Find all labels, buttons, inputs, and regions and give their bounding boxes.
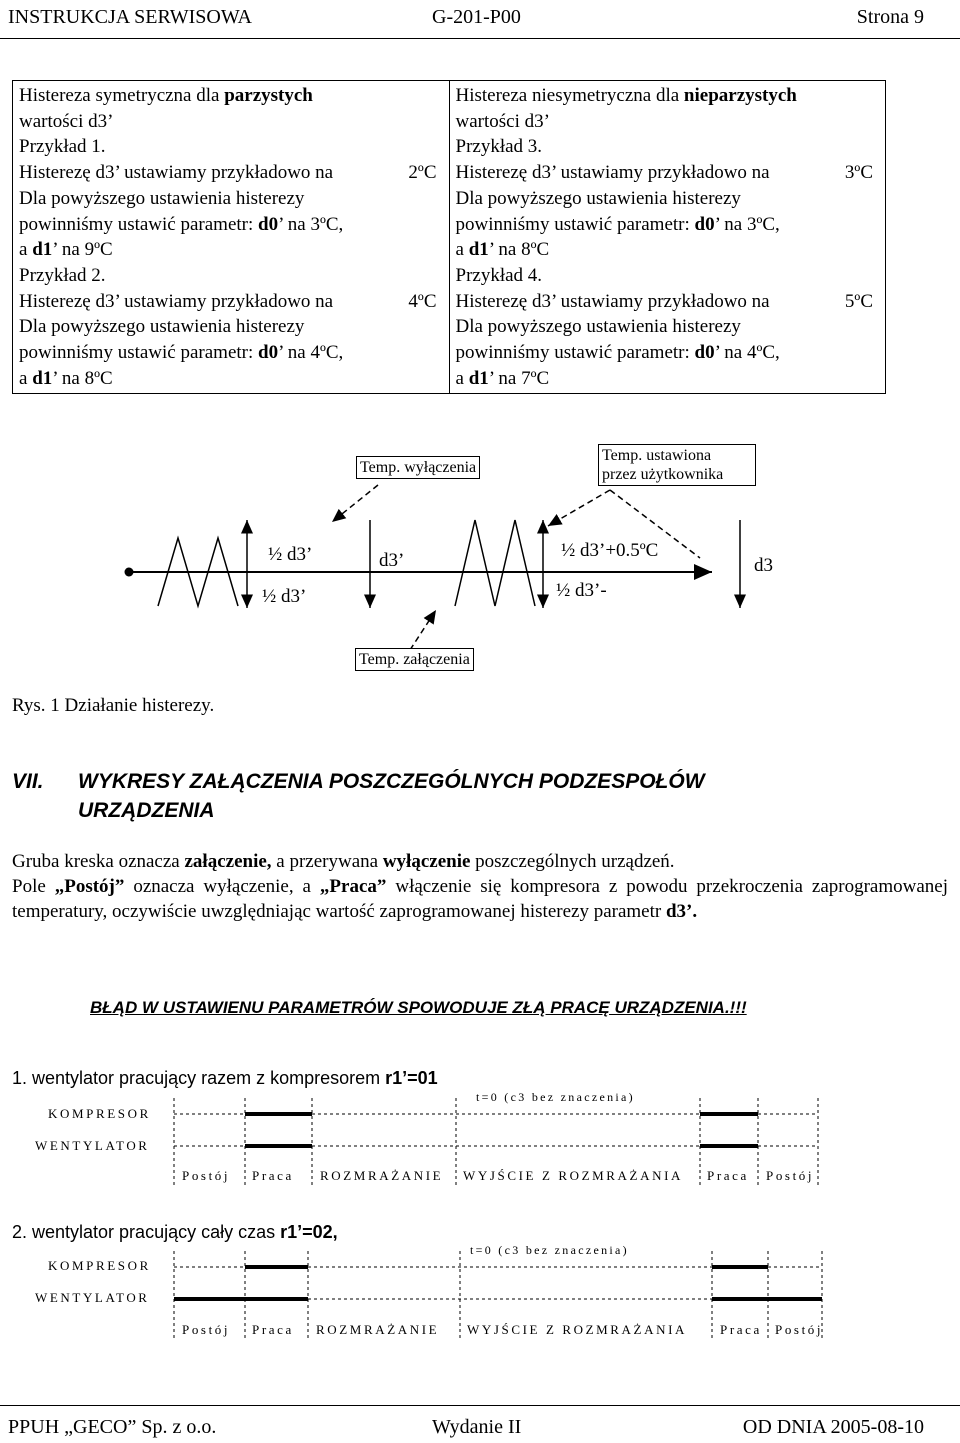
example-line: ’ na 4ºC, [278, 342, 344, 364]
d3-right-label: d3 [754, 555, 773, 576]
cell-title-2: wartości d3’ [19, 110, 114, 132]
example-line: ’ na 4ºC, [714, 342, 780, 364]
example-value: 3ºC [844, 162, 873, 184]
section-number: VII. [12, 770, 44, 793]
example-line: ’ na 3ºC, [278, 213, 344, 235]
paragraph-legend [12, 849, 948, 874]
text-bold: „Praca” [319, 876, 387, 897]
text: a przerywana [271, 851, 383, 872]
timing-2-title [12, 1222, 338, 1243]
timing-2-row-fan: WENTYLATOR [35, 1290, 150, 1305]
error-warning: BŁĄD W USTAWIENU PARAMETRÓW SPOWODUJE ZŁĄ PRACĘ URZĄDZENIA.!!! [90, 998, 747, 1017]
header-page-number: Strona 9 [856, 6, 924, 28]
example-line: powinniśmy ustawić parametr: [455, 342, 695, 364]
example-line: Histerezę d3’ ustawiamy przykładowo na [455, 162, 770, 184]
param-d1: d1 [32, 239, 53, 261]
text: włączenie się kompresora z powodu przekroczenia zaprogramowanej temperatury, oczywiście uwzględniając wartość zaprogramowanej histerezy parametr [12, 876, 948, 922]
axis-origin-dot [125, 568, 134, 577]
example-line: Dla powyższego ustawienia histerezy [19, 187, 305, 209]
timing-2-note: t=0 (c3 bez znaczenia) [470, 1243, 629, 1257]
example-line: ’ na 7ºC [488, 367, 550, 389]
timing-2-phase: WYJŚCIE Z ROZMRAŻANIA [467, 1322, 687, 1337]
timing-1-phase: Praca [252, 1168, 294, 1183]
timing-2-phase: Postój [775, 1322, 824, 1337]
example-label: Przykład 4. [455, 264, 543, 286]
d3-mid-label: d3’ [379, 550, 405, 571]
half-d3-top-label: ½ d3’ [268, 544, 313, 565]
timing-1-row-fan: WENTYLATOR [35, 1138, 150, 1153]
half-d3-minus-label: ½ d3’- [556, 580, 607, 601]
timing-1-note: t=0 (c3 bez znaczenia) [476, 1090, 635, 1104]
example-value: 5ºC [844, 290, 873, 312]
param-d1: d1 [32, 367, 53, 389]
example-line: ’ na 3ºC, [714, 213, 780, 235]
temp-off-label: Temp. wyłączenia [356, 456, 480, 479]
text: poszczególnych urządzeń. [470, 851, 675, 872]
cell-title-bold: nieparzystych [683, 85, 797, 106]
example-line: Dla powyższego ustawienia histerezy [19, 316, 305, 338]
timing-2-phase: ROZMRAŻANIE [316, 1322, 440, 1337]
timing-2-phase: Postój [182, 1322, 231, 1337]
section-title-line-1: WYKRESY ZAŁĄCZENIA POSZCZEGÓLNYCH PODZESPOŁÓW [78, 770, 705, 793]
text-bold: r1’=01 [385, 1068, 438, 1088]
example-value: 4ºC [408, 290, 437, 312]
asymmetric-hysteresis-cell [449, 81, 886, 394]
section-title-line-2: URZĄDZENIA [78, 799, 215, 822]
text-bold: wyłączenie [382, 851, 471, 872]
example-line: powinniśmy ustawić parametr: [19, 342, 259, 364]
example-line: Dla powyższego ustawienia histerezy [455, 316, 741, 338]
text-bold: „Postój” [54, 876, 125, 897]
example-line: Histerezę d3’ ustawiamy przykładowo na [19, 162, 334, 184]
timing-1-phase: Praca [707, 1168, 749, 1183]
timing-2-row-compressor: KOMPRESOR [48, 1258, 151, 1273]
param-d0: d0 [694, 213, 715, 235]
timing-1-phase: Postój [182, 1168, 231, 1183]
example-line: ’ na 9ºC [52, 239, 113, 261]
example-line: Histerezę d3’ ustawiamy przykładowo na [455, 290, 770, 312]
example-line: a [455, 239, 469, 261]
page-footer [0, 1405, 960, 1443]
timing-1-row-compressor: KOMPRESOR [48, 1106, 151, 1121]
timing-1-title [12, 1068, 438, 1089]
temp-set-line-1: Temp. ustawiona [602, 447, 712, 464]
temp-set-leader-1 [548, 490, 610, 526]
example-line: a [19, 367, 33, 389]
footer-date: OD DNIA 2005-08-10 [742, 1416, 924, 1438]
text: Pole [12, 876, 55, 897]
param-d1: d1 [468, 367, 489, 389]
zigzag-right [455, 520, 535, 606]
text-bold: d3’. [665, 901, 698, 922]
param-d0: d0 [258, 213, 279, 235]
figure-caption: Rys. 1 Działanie histerezy. [12, 695, 215, 716]
text: 1. wentylator pracujący razem z kompresorem [12, 1068, 386, 1088]
timing-2-phase: Praca [720, 1322, 762, 1337]
example-value: 2ºC [408, 162, 437, 184]
temp-set-label [598, 444, 756, 486]
temp-set-line-2: przez użytkownika [602, 466, 724, 483]
text-bold: r1’=02, [280, 1222, 338, 1242]
example-label: Przykład 2. [19, 264, 106, 286]
half-d3-bottom-label: ½ d3’ [262, 586, 307, 607]
text: 2. wentylator pracujący cały czas [12, 1222, 281, 1242]
example-label: Przykład 3. [455, 136, 543, 158]
text: oznacza wyłączenie, a [124, 876, 320, 897]
text-bold: załączenie, [184, 851, 272, 872]
example-line: Histerezę d3’ ustawiamy przykładowo na [19, 290, 334, 312]
example-line: powinniśmy ustawić parametr: [19, 213, 259, 235]
param-d1: d1 [468, 239, 489, 261]
temp-on-leader [410, 610, 436, 650]
example-line: ’ na 8ºC [52, 367, 113, 389]
param-d0: d0 [694, 342, 715, 364]
symmetric-hysteresis-cell [13, 81, 450, 394]
cell-title: Histereza niesymetryczna dla [455, 85, 684, 106]
example-line: ’ na 8ºC [488, 239, 550, 261]
cell-title: Histereza symetryczna dla [19, 85, 225, 106]
timing-2-phase: Praca [252, 1322, 294, 1337]
cell-title-2: wartości d3’ [455, 110, 550, 132]
temp-off-leader [332, 485, 378, 522]
example-line: powinniśmy ustawić parametr: [455, 213, 695, 235]
cell-title-bold: parzystych [224, 85, 313, 106]
param-d0: d0 [258, 342, 279, 364]
example-line: a [455, 367, 469, 389]
paragraph-fields [12, 874, 948, 924]
timing-1-phase: Postój [766, 1168, 815, 1183]
header-doc-code: G-201-P00 [432, 6, 521, 28]
timing-1-phase: ROZMRAŻANIE [320, 1168, 444, 1183]
temp-on-label: Temp. załączenia [355, 648, 474, 671]
example-line: a [19, 239, 33, 261]
text: Gruba kreska oznacza [12, 851, 185, 872]
example-line: Dla powyższego ustawienia histerezy [455, 187, 741, 209]
example-label: Przykład 1. [19, 136, 106, 158]
half-d3-plus-label: ½ d3’+0.5ºC [561, 540, 659, 561]
footer-company: PPUH „GECO” Sp. z o.o. [8, 1416, 217, 1438]
header-doc-title: INSTRUKCJA SERWISOWA [8, 6, 252, 28]
hysteresis-table [12, 80, 886, 394]
page-header [0, 0, 960, 39]
timing-1-phase: WYJŚCIE Z ROZMRAŻANIA [463, 1168, 683, 1183]
footer-edition: Wydanie II [432, 1416, 522, 1438]
